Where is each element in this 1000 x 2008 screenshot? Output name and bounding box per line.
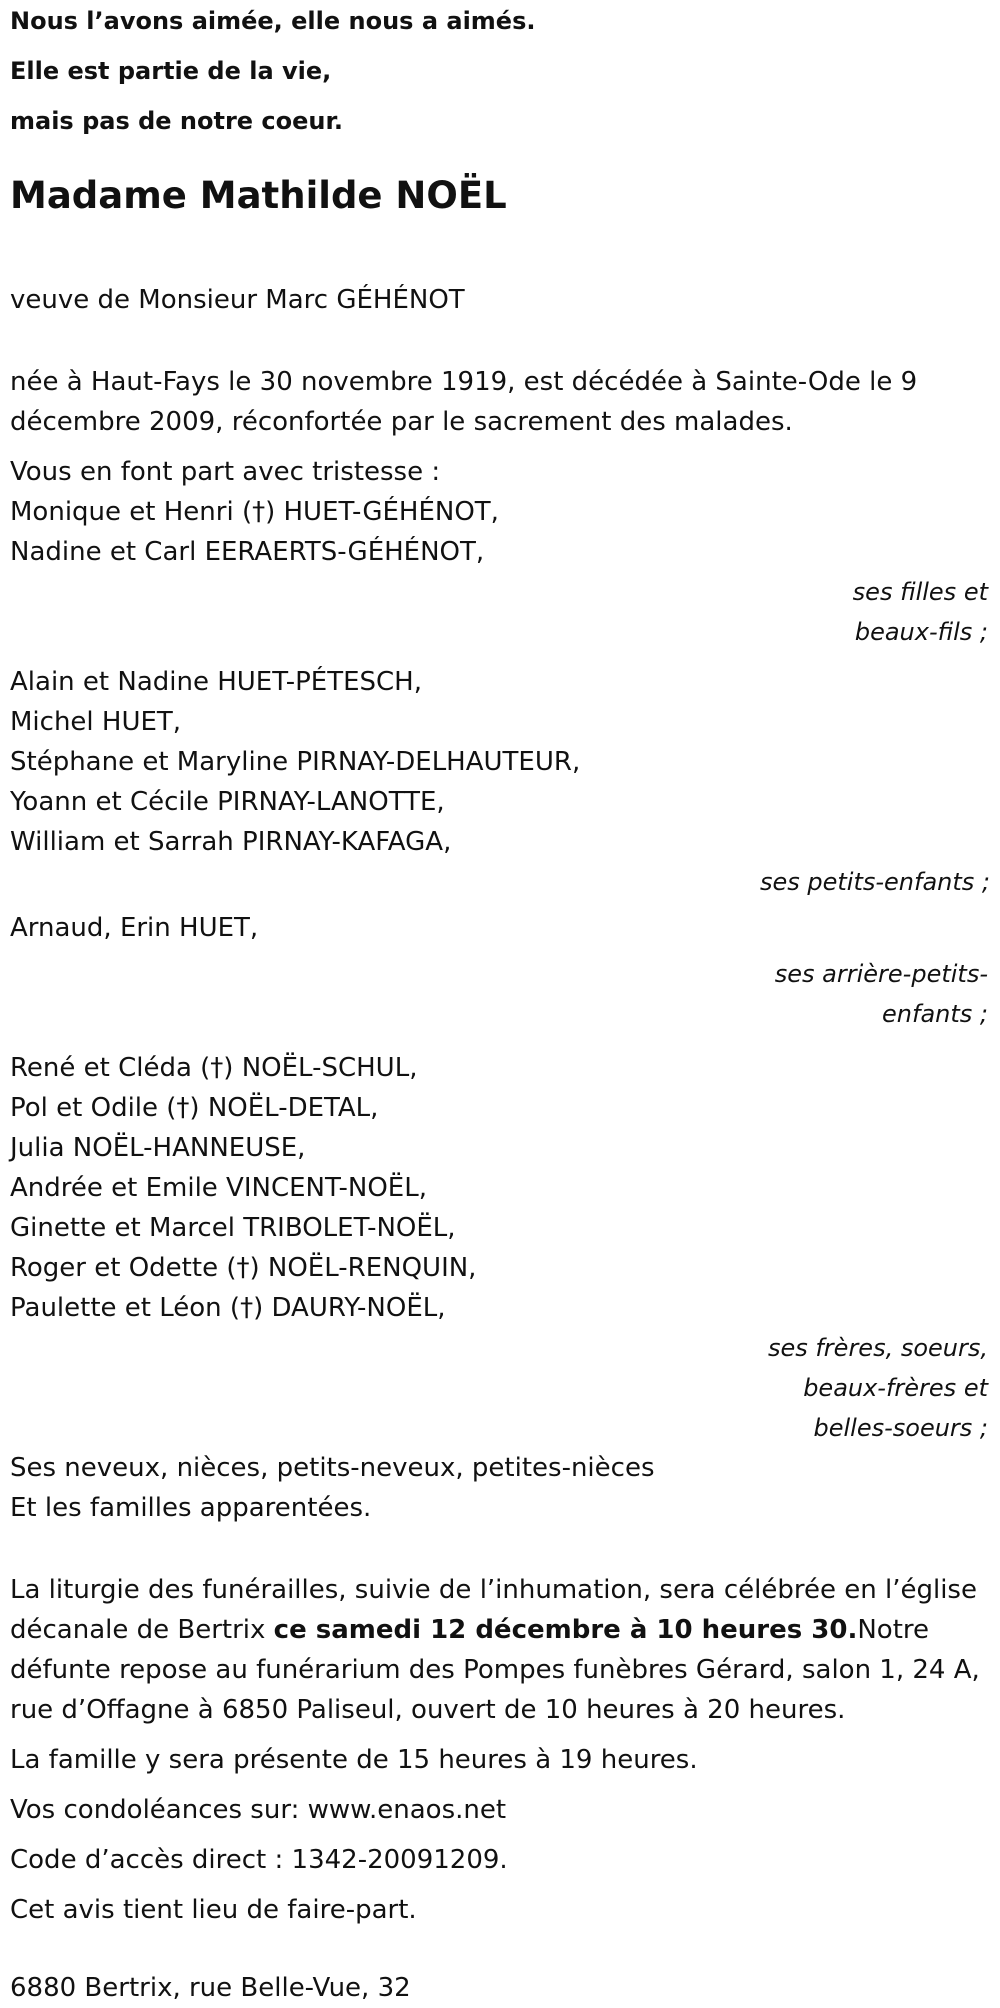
relation-label-line: enfants ; bbox=[882, 1000, 988, 1028]
relation-label-line: ses arrière-petits- bbox=[774, 960, 988, 988]
extended-family bbox=[10, 1448, 990, 1528]
announce-line: Vous en font part avec tristesse : bbox=[10, 457, 441, 487]
family-name-line: Paulette et Léon (†) DAURY-NOËL, bbox=[10, 1293, 446, 1323]
funeral-text: La liturgie des funérailles, suivie de l’inhumation, sera célébrée en l’église décanale de Bertrix bbox=[10, 1575, 977, 1645]
extended-family-line: Ses neveux, nièces, petits-neveux, petites-nièces bbox=[10, 1453, 655, 1483]
extended-family-line: Et les familles apparentées. bbox=[10, 1493, 372, 1523]
family-name-line: Nadine et Carl EERAERTS-GÉHÉNOT, bbox=[10, 537, 485, 567]
intro-line: Elle est partie de la vie, bbox=[10, 57, 332, 85]
relation-label-line: beaux-fils ; bbox=[854, 618, 988, 646]
family-group-grandchildren bbox=[10, 662, 990, 862]
family-name-line: Ginette et Marcel TRIBOLET-NOËL, bbox=[10, 1213, 456, 1243]
relation-label-line: belles-soeurs ; bbox=[813, 1414, 988, 1442]
family-name-line: Yoann et Cécile PIRNAY-LANOTTE, bbox=[10, 787, 445, 817]
family-name-line: William et Sarrah PIRNAY-KAFAGA, bbox=[10, 827, 452, 857]
birth-death-text: née à Haut-Fays le 30 novembre 1919, est décédée à Sainte-Ode le 9 décembre 2009, réconfortée par le sacrement des malades. bbox=[10, 367, 918, 437]
notice-line: Cet avis tient lieu de faire-part. bbox=[10, 1895, 417, 1925]
relation-label-line: beaux-frères et bbox=[803, 1374, 988, 1402]
family-name-line: Alain et Nadine HUET-PÉTESCH, bbox=[10, 667, 422, 697]
intro-line: mais pas de notre coeur. bbox=[10, 107, 344, 135]
condolences-line: Vos condoléances sur: www.enaos.net bbox=[10, 1795, 507, 1825]
family-name-line: René et Cléda (†) NOËL-SCHUL, bbox=[10, 1053, 418, 1083]
funeral-text: Notre défunte repose au funérarium des Pompes funèbres Gérard, salon 1, 24 A, rue d’Offagne à 6850 Paliseul, ouvert de 10 heures à 20 heures. bbox=[10, 1615, 980, 1725]
relation-label bbox=[10, 862, 992, 902]
family-name-line: Roger et Odette (†) NOËL-RENQUIN, bbox=[10, 1253, 477, 1283]
family-group-daughters bbox=[10, 492, 990, 572]
access-code-line: Code d’accès direct : 1342-20091209. bbox=[10, 1845, 508, 1875]
family-group-great-grandchildren bbox=[10, 908, 990, 948]
relation-label bbox=[818, 572, 990, 652]
family-name-line: Andrée et Emile VINCENT-NOËL, bbox=[10, 1173, 427, 1203]
intro-line: Nous l’avons aimée, elle nous a aimés. bbox=[10, 7, 536, 35]
spouse-line: veuve de Monsieur Marc GÉHÉNOT bbox=[10, 285, 465, 315]
family-name-line: Stéphane et Maryline PIRNAY-DELHAUTEUR, bbox=[10, 747, 581, 777]
funeral-date: ce samedi 12 décembre à 10 heures 30. bbox=[273, 1615, 858, 1645]
family-name-line: Pol et Odile (†) NOËL-DETAL, bbox=[10, 1093, 379, 1123]
funeral-details bbox=[10, 1570, 990, 1730]
deceased-name: Madame Mathilde NOËL bbox=[10, 174, 507, 217]
family-name-line: Arnaud, Erin HUET, bbox=[10, 913, 259, 943]
family-presence: La famille y sera présente de 15 heures à 19 heures. bbox=[10, 1745, 698, 1775]
relation-label bbox=[748, 954, 990, 1034]
relation-label-line: ses filles et bbox=[852, 578, 988, 606]
relation-label bbox=[748, 1328, 990, 1448]
address-line: 6880 Bertrix, rue Belle-Vue, 32 bbox=[10, 1973, 411, 2003]
relation-label-line: ses frères, soeurs, bbox=[767, 1334, 988, 1362]
family-name-line: Julia NOËL-HANNEUSE, bbox=[10, 1133, 306, 1163]
relation-label-line: ses petits-enfants ; bbox=[759, 868, 990, 896]
family-name-line: Monique et Henri (†) HUET-GÉHÉNOT, bbox=[10, 497, 499, 527]
family-name-line: Michel HUET, bbox=[10, 707, 182, 737]
family-group-siblings bbox=[10, 1048, 990, 1328]
